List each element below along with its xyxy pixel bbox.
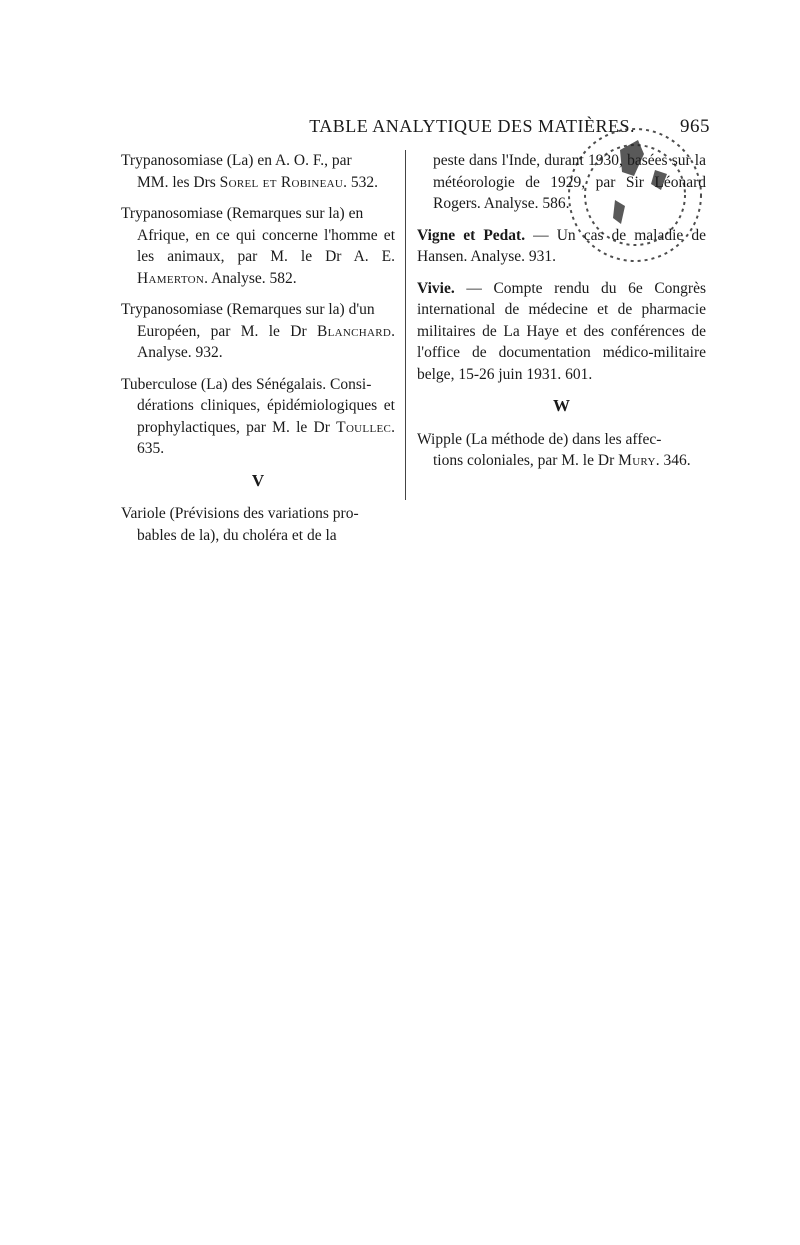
right-column <box>417 150 706 482</box>
entry-author: Vivie. <box>417 279 455 297</box>
column-divider <box>405 150 406 500</box>
entry-author: Vigne et Pedat. <box>417 226 526 244</box>
index-entry <box>121 503 395 546</box>
index-entry <box>417 225 706 268</box>
index-entry <box>121 374 395 460</box>
entry-lead: Variole (Prévisions des variations pro- <box>121 505 359 522</box>
index-entry <box>121 150 395 193</box>
entry-lead: Trypanosomiase (Remarques sur la) en <box>121 205 364 222</box>
entry-text: — Compte rendu du 6e Congrès international de médecine et de pharmacie militaires de La Haye et des conférences de l'office de documentation médico-militaire belge, 15-26 juin 1931. 601. <box>417 279 706 383</box>
index-entry <box>121 299 395 364</box>
entry-continuation: Européen, par M. le Dr Blanchard. Analyse. 932. <box>137 322 395 361</box>
author-names: Toullec <box>336 418 392 436</box>
author-names: Hamerton <box>137 269 205 287</box>
page-number: 965 <box>680 116 710 137</box>
entry-lead: Tuberculose (La) des Sénégalais. Consi- <box>121 375 372 393</box>
entry-continuation: MM. les Drs Sorel et Robineau. 532. <box>137 173 379 191</box>
index-entry <box>121 203 395 289</box>
author-names: Blanchard <box>316 322 392 340</box>
entry-continuation: peste dans l'Inde, durant 1930, basées sur la météorologie de 1929, par Sir Léonard Rogers. Analyse. 586. <box>433 152 706 212</box>
entry-lead: Trypanosomiase (La) en A. O. F., par <box>121 152 352 169</box>
entry-text: — Un cas de maladie de Hansen. Analyse. 931. <box>417 226 706 265</box>
left-column <box>121 150 395 556</box>
entry-lead: Wipple (La méthode de) dans les affec- <box>417 430 662 448</box>
entry-continuation: bables de la), du choléra et de la <box>137 526 337 544</box>
index-entry <box>417 429 706 472</box>
author-names: Sorel et Robineau <box>219 173 344 191</box>
author-names: Mury <box>618 452 656 469</box>
entry-continuation: dérations cliniques, épidémiologiques et prophylactiques, par M. le Dr Toullec. 635. <box>137 397 395 457</box>
entry-continuation: Afrique, en ce qui concerne l'homme et les animaux, par M. le Dr A. E. Hamerton. Analyse. 582. <box>137 226 395 287</box>
entry-continuation: tions coloniales, par M. le Dr Mury. 346. <box>433 452 691 469</box>
entry-lead: Trypanosomiase (Remarques sur la) d'un <box>121 301 375 318</box>
section-letter-w: W <box>553 396 570 415</box>
running-title: TABLE ANALYTIQUE DES MATIÈRES. <box>309 116 635 136</box>
section-letter-v: V <box>251 470 265 490</box>
index-entry <box>417 278 706 386</box>
entry-continuation-block <box>417 150 706 215</box>
